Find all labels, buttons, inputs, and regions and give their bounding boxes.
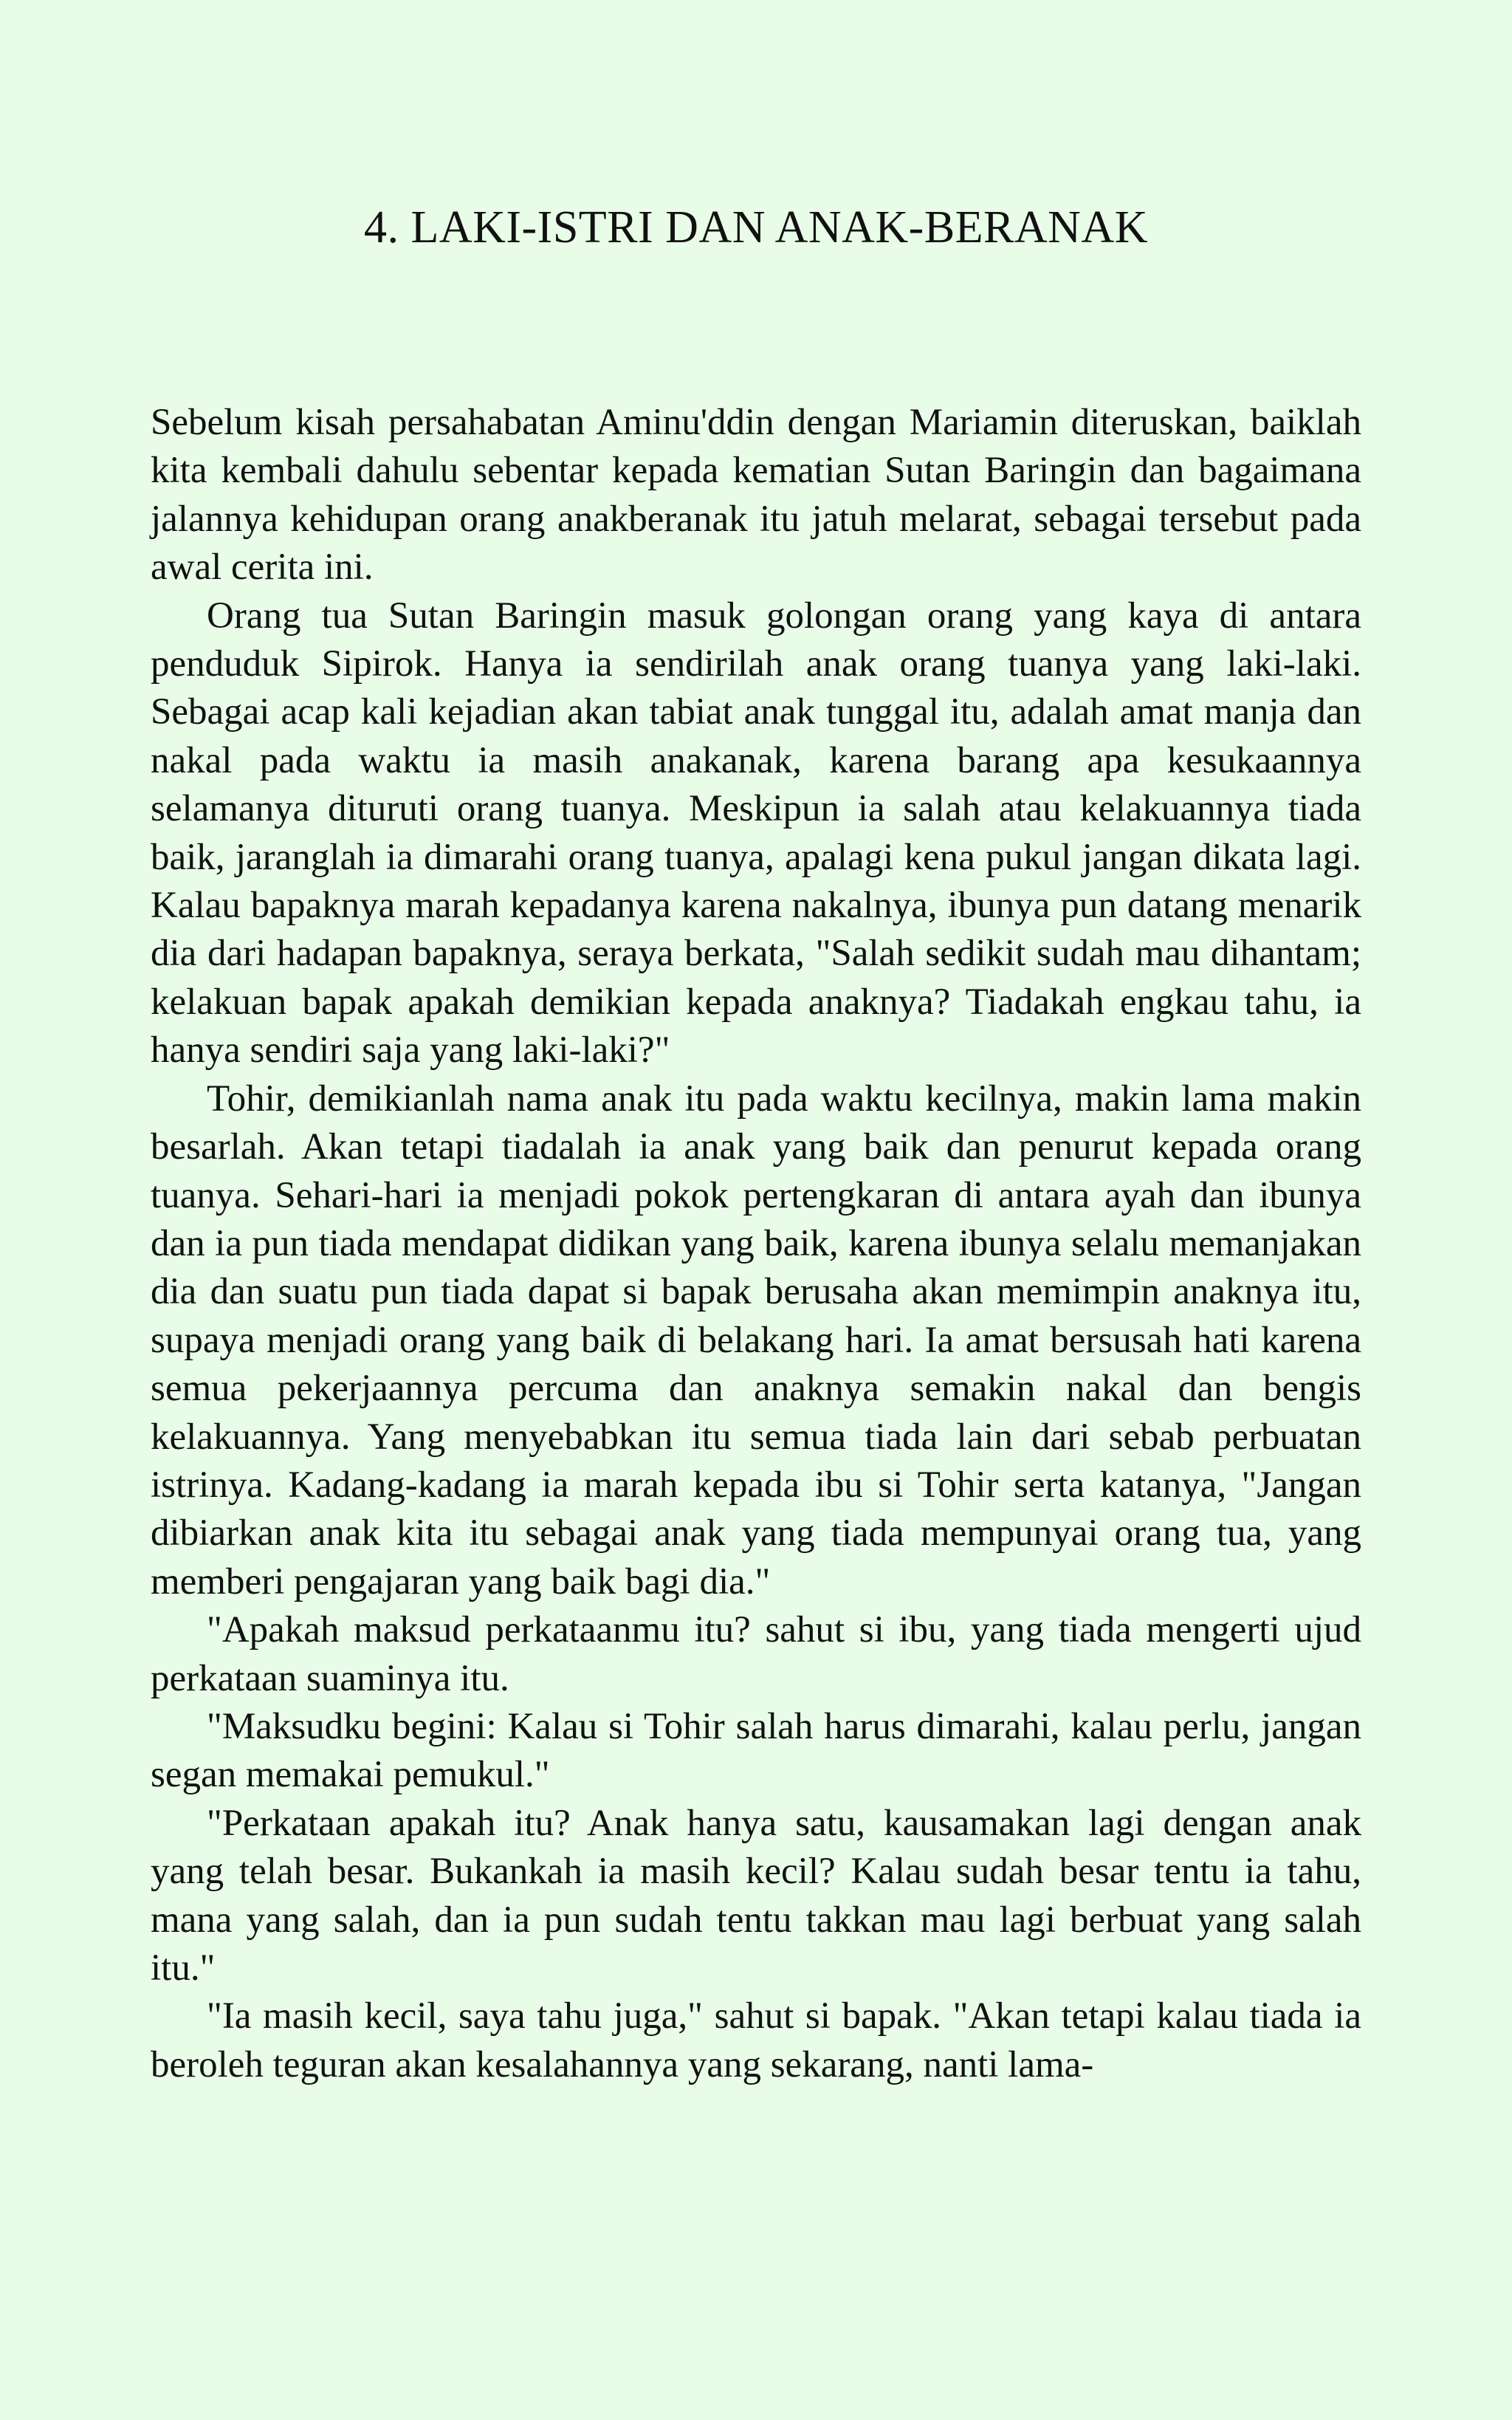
- paragraph-6: "Perkataan apakah itu? Anak hanya satu, kausamakan lagi dengan anak yang telah besar. Bukankah ia masih kecil? Kalau sudah besar tentu ia tahu, mana yang salah, dan ia pun sudah tentu takkan mau lagi berbuat yang salah itu.": [151, 1802, 1361, 1989]
- chapter-title: 4. LAKI-ISTRI DAN ANAK-BERANAK: [363, 202, 1149, 253]
- paragraph-2: Orang tua Sutan Baringin masuk golongan orang yang kaya di antara penduduk Sipirok. Hanya ia sendirilah anak orang tuanya yang laki-laki. Sebagai acap kali kejadian akan tabiat anak tunggal itu, adalah amat manja dan nakal pada waktu ia masih anakanak, karena barang apa kesukaannya selamanya dituruti orang tuanya. Meskipun ia salah atau kelakuannya tiada baik, jaranglah ia dimarahi orang tuanya, apalagi kena pukul jangan dikata lagi. Kalau bapaknya marah kepadanya karena nakalnya, ibunya pun datang menarik dia dari hadapan bapaknya, seraya berkata, "Salah sedikit sudah mau dihantam; kelakuan bapak apakah demikian kepada anaknya? Tiadakah engkau tahu, ia hanya sendiri saja yang laki-laki?": [151, 594, 1361, 1072]
- paragraph-5: "Maksudku begini: Kalau si Tohir salah harus dimarahi, kalau perlu, jangan segan memakai pemukul.": [151, 1705, 1361, 1796]
- chapter-body: [151, 399, 1361, 2089]
- paragraph-4: "Apakah maksud perkataanmu itu? sahut si ibu, yang tiada mengerti ujud perkataan suaminya itu.: [151, 1609, 1361, 1699]
- paragraph-7: "Ia masih kecil, saya tahu juga," sahut si bapak. "Akan tetapi kalau tiada ia beroleh teguran akan kesalahannya yang sekarang, nanti lama-: [151, 1995, 1361, 2085]
- paragraph-3: Tohir, demikianlah nama anak itu pada waktu kecilnya, makin lama makin besarlah. Akan tetapi tiadalah ia anak yang baik dan penurut kepada orang tuanya. Sehari-hari ia menjadi pokok pertengkaran di antara ayah dan ibunya dan ia pun tiada mendapat didikan yang baik, karena ibunya selalu memanjakan dia dan suatu pun tiada dapat si bapak berusaha akan memimpin anaknya itu, supaya menjadi orang yang baik di belakang hari. Ia amat bersusah hati karena semua pekerjaannya percuma dan anaknya semakin nakal dan bengis kelakuannya. Yang menyebabkan itu semua tiada lain dari sebab perbuatan istrinya. Kadang-kadang ia marah kepada ibu si Tohir serta katanya, "Jangan dibiarkan anak kita itu sebagai anak yang tiada mempunyai orang tua, yang memberi pengajaran yang baik bagi dia.": [151, 1077, 1361, 1603]
- paragraph-1: Sebelum kisah persahabatan Aminu'ddin dengan Mariamin diteruskan, baiklah kita kembali dahulu sebentar kepada kematian Sutan Baringin dan bagaimana jalannya kehidupan orang anakberanak itu jatuh melarat, sebagai tersebut pada awal cerita ini.: [151, 402, 1361, 589]
